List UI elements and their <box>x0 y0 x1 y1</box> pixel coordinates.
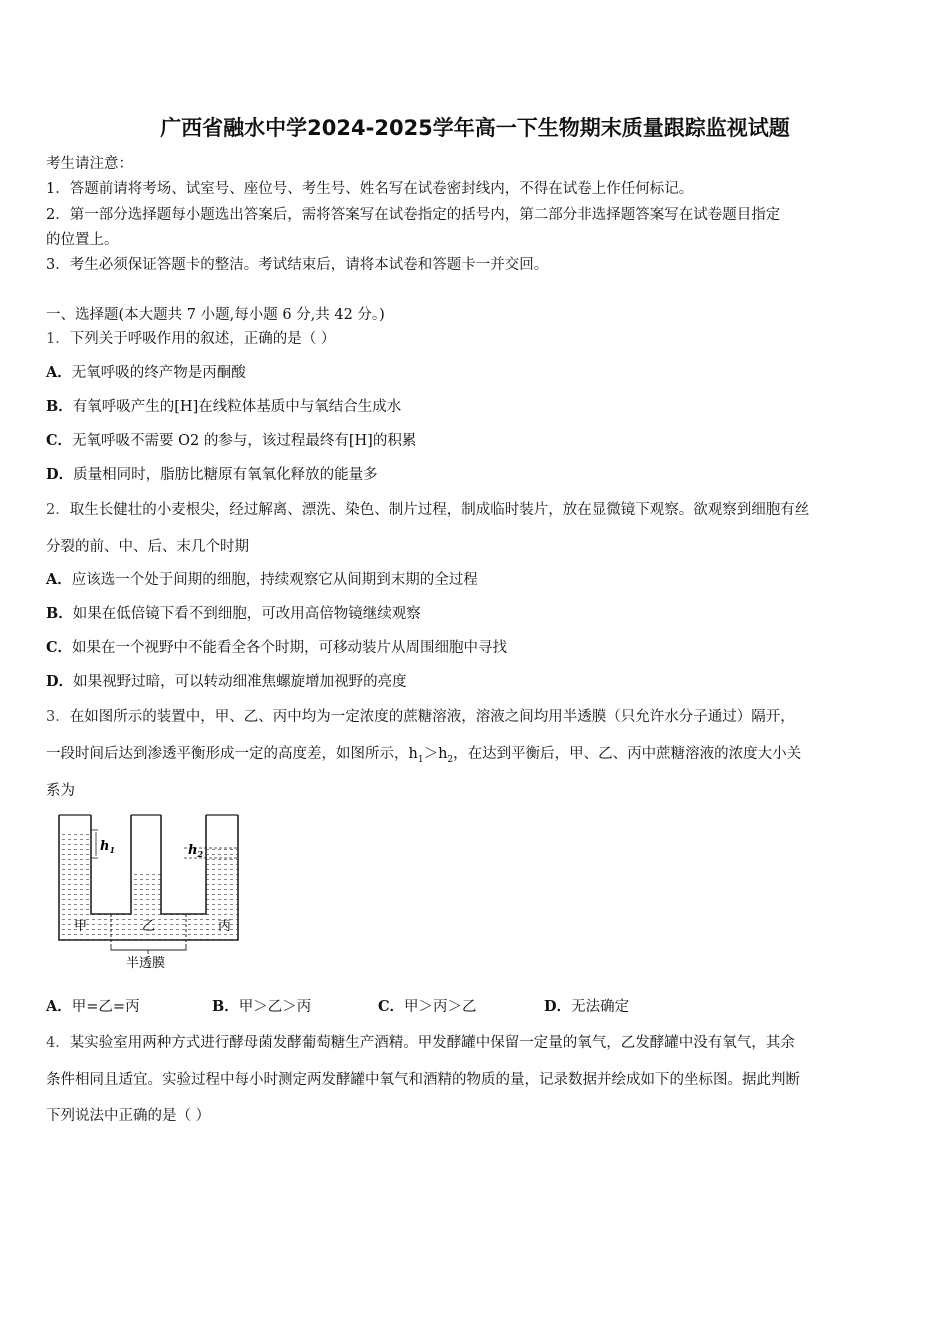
q2-option-d-text: 如果视野过暗，可以转动细准焦螺旋增加视野的亮度 <box>73 674 407 690</box>
q4-stem-line3: 下列说法中正确的是（ ） <box>46 1108 211 1124</box>
notice-item-1: 1．答题前请将考场、试室号、座位号、考生号、姓名写在试卷密封线内，不得在试卷上作任何标记。 <box>46 181 694 197</box>
q3-h2-sub: 2 <box>447 754 454 765</box>
q1-option-c-label: C． <box>46 432 73 449</box>
apparatus-inner-wall-right <box>161 815 206 914</box>
q3-option-c-label: C． <box>378 998 405 1015</box>
notice-item-2: 2．第一部分选择题每小题选出答案后，需将答案写在试卷指定的括号内，第二部分非选择题答案写在试卷题目指定 <box>46 207 781 223</box>
q4-number: 4． <box>46 1035 70 1051</box>
q3-number: 3． <box>46 709 70 725</box>
q3-option-a-text: 甲=乙=丙 <box>71 999 140 1015</box>
q2-option-d[interactable] <box>46 670 407 691</box>
q2-option-a[interactable] <box>46 568 478 589</box>
q1-option-a[interactable] <box>46 361 246 382</box>
q3-text-2c: ，在达到平衡后，甲、乙、丙中蔗糖溶液的浓度大小关 <box>453 746 802 762</box>
q2-option-d-label: D． <box>46 673 74 690</box>
q3-option-d-text: 无法确定 <box>571 999 630 1015</box>
q1-number: 1． <box>46 331 70 347</box>
q2-number: 2． <box>46 502 70 518</box>
q4-stem-line1 <box>46 1031 795 1052</box>
h2-label: $h_2$ <box>188 843 204 859</box>
exam-title: 广西省融水中学2024-2025学年高一下生物期末质量跟踪监视试题 <box>160 116 790 140</box>
q2-option-b-label: B． <box>46 605 73 622</box>
q3-option-b-text: 甲＞乙＞丙 <box>238 999 312 1015</box>
osmosis-apparatus-diagram <box>56 812 246 972</box>
q3-text-1: 在如图所示的装置中，甲、乙、丙中均为一定浓度的蔗糖溶液，溶液之间均用半透膜（只允许水分子通过）隔开， <box>69 709 795 725</box>
q3-stem-line2 <box>46 742 801 765</box>
jia-label: 甲 <box>74 919 88 934</box>
q2-option-a-text: 应该选一个处于间期的细胞，持续观察它从间期到末期的全过程 <box>71 572 478 588</box>
q3-options <box>46 995 684 1016</box>
q2-option-c-label: C． <box>46 639 73 656</box>
q3-option-b[interactable] <box>212 995 378 1016</box>
q1-option-b-text: 有氧呼吸产生的[H]在线粒体基质中与氧结合生成水 <box>72 399 402 415</box>
q4-stem-line2: 条件相同且适宜。实验过程中每小时测定两发酵罐中氧气和酒精的物质的量，记录数据并绘成如下的坐标图。据此判断 <box>46 1072 800 1088</box>
section-heading: 一、选择题(本大题共 7 小题,每小题 6 分,共 42 分。) <box>46 307 385 323</box>
q3-option-b-label: B． <box>212 998 239 1015</box>
q1-option-d-label: D． <box>46 466 74 483</box>
bing-label: 丙 <box>218 919 232 934</box>
q1-option-b[interactable] <box>46 395 401 416</box>
q3-option-c-text: 甲＞丙＞乙 <box>404 999 477 1015</box>
q3-text-2a: 一段时间后达到渗透平衡形成一定的高度差，如图所示，h <box>46 746 418 762</box>
q2-option-b-text: 如果在低倍镜下看不到细胞，可改用高倍物镜继续观察 <box>72 606 421 622</box>
q1-option-a-text: 无氧呼吸的终产物是丙酮酸 <box>71 365 246 381</box>
q2-option-c[interactable] <box>46 636 507 657</box>
q3-stem-line3: 系为 <box>46 783 75 799</box>
q1-option-d[interactable] <box>46 463 378 484</box>
q1-option-b-label: B． <box>46 398 73 415</box>
membrane-bracket <box>111 944 186 950</box>
q3-option-c[interactable] <box>378 995 544 1016</box>
q1-option-d-text: 质量相同时，脂肪比糖原有氧氧化释放的能量多 <box>73 467 378 483</box>
q2-option-b[interactable] <box>46 602 421 623</box>
h1-label: $h_1$ <box>100 839 116 855</box>
q4-text-1: 某实验室用两种方式进行酵母菌发酵葡萄糖生产酒精。甲发酵罐中保留一定量的氧气，乙发酵罐中没有氧气，其余 <box>69 1035 795 1051</box>
q3-stem-line1 <box>46 705 795 726</box>
q3-option-a[interactable] <box>46 995 212 1016</box>
q2-option-a-label: A． <box>46 571 72 588</box>
notice-item-3: 3．考生必须保证答题卡的整洁。考试结束后，请将本试卷和答题卡一并交回。 <box>46 257 549 273</box>
q3-text-2b: ＞h <box>423 746 448 762</box>
q2-stem-line1 <box>46 498 809 519</box>
q3-option-a-label: A． <box>46 998 72 1015</box>
q3-option-d[interactable] <box>544 995 684 1016</box>
q2-stem-line2: 分裂的前、中、后、末几个时期 <box>46 539 249 555</box>
notice-item-2-cont: 的位置上。 <box>46 232 119 248</box>
q3-option-d-label: D． <box>544 998 572 1015</box>
yi-label: 乙 <box>142 919 156 934</box>
q2-text-1: 取生长健壮的小麦根尖，经过解离、漂洗、染色、制片过程，制成临时装片，放在显微镜下观察。欲观察到细胞有丝 <box>69 502 810 518</box>
membrane-label: 半透膜 <box>126 956 166 971</box>
notice-heading: 考生请注意： <box>46 156 133 172</box>
yi-solution <box>131 872 161 914</box>
q3-h1-sub: 1 <box>417 754 424 765</box>
q1-option-c-text: 无氧呼吸不需要 O2 的参与，该过程最终有[H]的积累 <box>72 433 417 449</box>
q1-stem <box>46 327 335 348</box>
q1-option-a-label: A． <box>46 364 72 381</box>
q1-option-c[interactable] <box>46 429 416 450</box>
q1-text: 下列关于呼吸作用的叙述，正确的是（ ） <box>69 331 336 347</box>
q2-option-c-text: 如果在一个视野中不能看全各个时期，可移动装片从周围细胞中寻找 <box>72 640 508 656</box>
